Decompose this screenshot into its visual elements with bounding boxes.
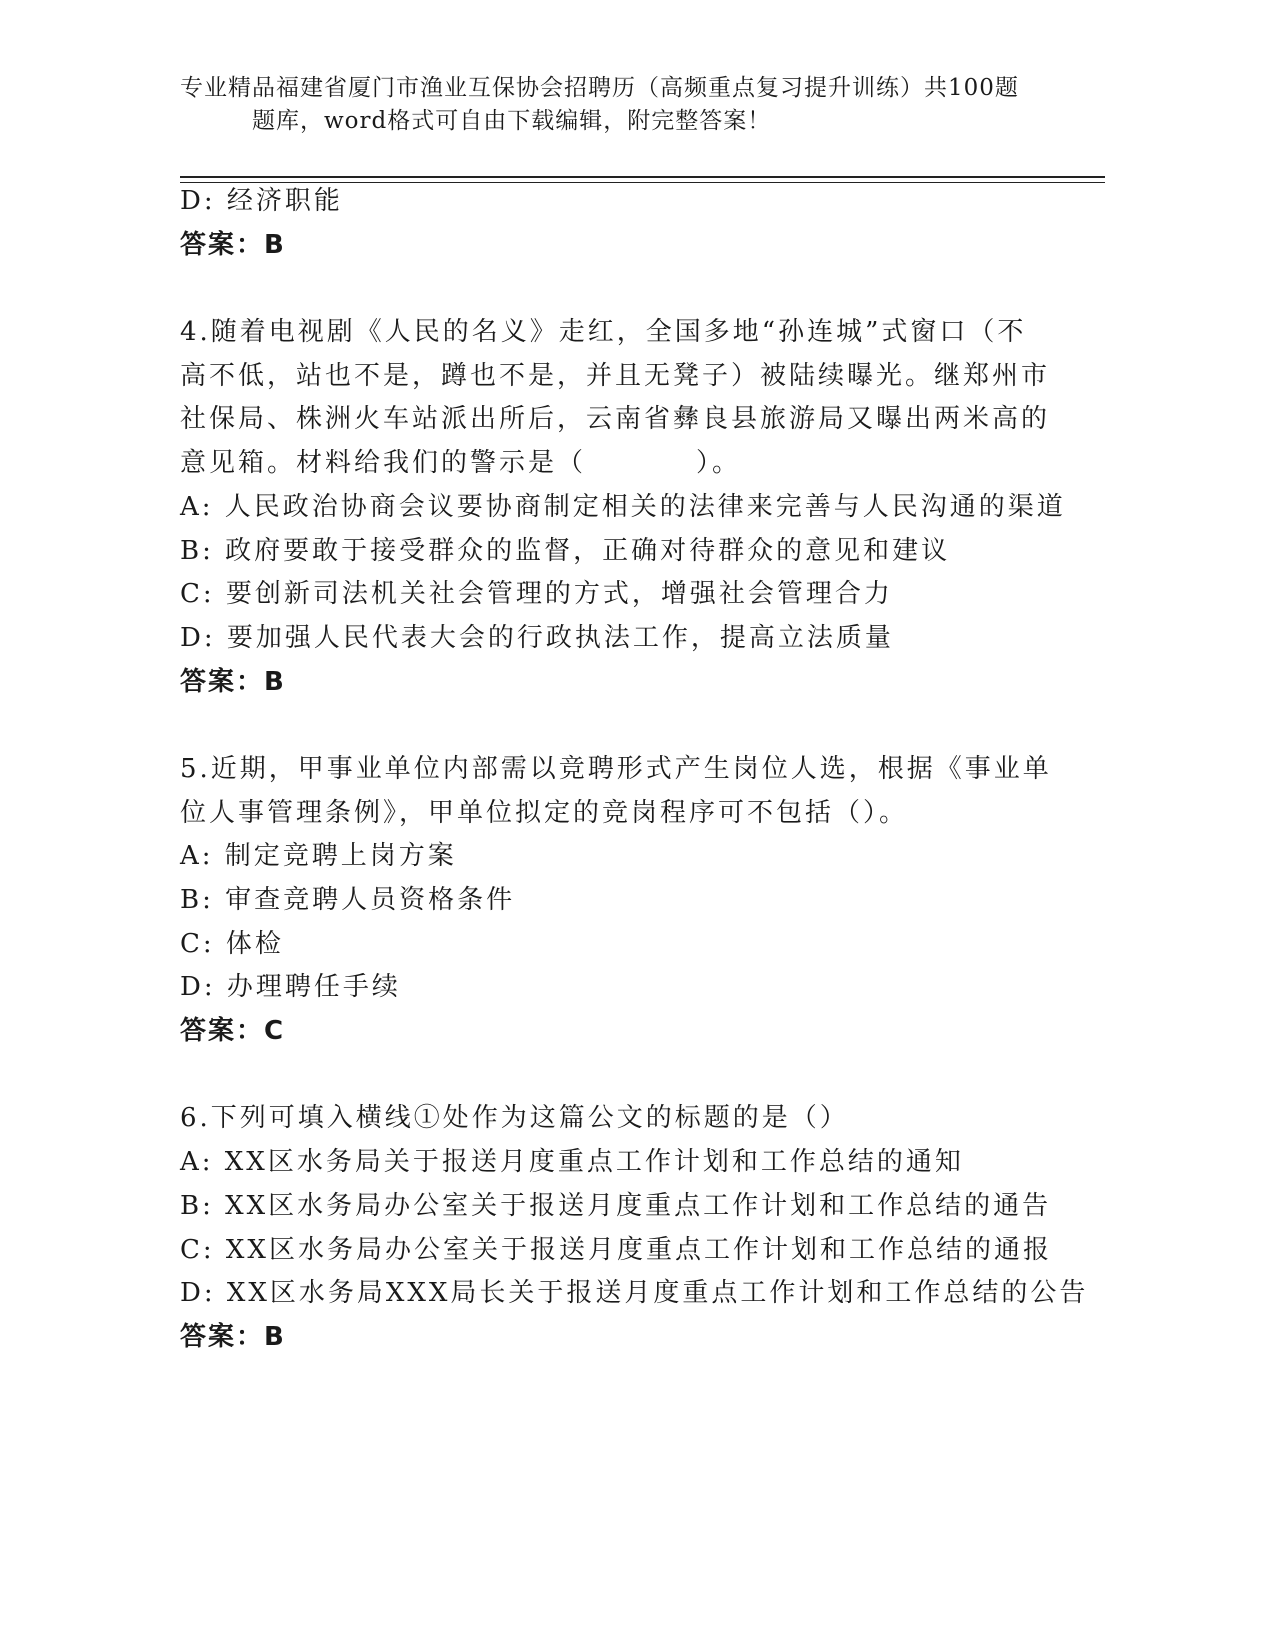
spacer xyxy=(180,267,1040,311)
option-c: C: 体检 xyxy=(180,928,284,959)
question-6 xyxy=(180,1097,1089,1359)
header-line-1: 专业精品福建省厦门市渔业互保协会招聘历（高频重点复习提升训练）共100题 xyxy=(180,75,1019,101)
question-stem-line xyxy=(180,442,1040,486)
option-d: D: 经济职能 xyxy=(180,186,343,216)
header-divider-thick xyxy=(180,176,1105,178)
option-a: A: XX区水务局关于报送月度重点工作计划和工作总结的通知 xyxy=(180,1147,964,1178)
document-body xyxy=(180,180,1089,1360)
option-d: D: 要加强人民代表大会的行政执法工作，提高立法质量 xyxy=(180,622,894,653)
document-header xyxy=(180,72,1060,138)
question-stem-line: 高不低，站也不是，蹲也不是，并且无凳子）被陆续曝光。继郑州市 xyxy=(180,360,1051,391)
option-a: A: 人民政治协商会议要协商制定相关的法律来完善与人民沟通的渠道 xyxy=(180,491,1066,522)
option-d: D: 办理聘任手续 xyxy=(180,972,401,1003)
question-5 xyxy=(180,748,1052,1054)
spacer xyxy=(180,704,1040,748)
question-stem-line: 社保局、株洲火车站派出所后，云南省彝良县旅游局又曝出两米高的 xyxy=(180,404,1051,435)
option-b: B: 政府要敢于接受群众的监督，正确对待群众的意见和建议 xyxy=(180,535,951,566)
answer-line: 答案：B xyxy=(180,229,286,260)
option-c: C: XX区水务局办公室关于报送月度重点工作计划和工作总结的通报 xyxy=(180,1234,1052,1265)
spacer xyxy=(180,1054,1040,1098)
question-stem-line: 4.随着电视剧《人民的名义》走红，全国多地“孙连城”式窗口（不 xyxy=(180,317,1027,348)
question-4 xyxy=(180,311,1066,704)
option-b: B: XX区水务局办公室关于报送月度重点工作计划和工作总结的通告 xyxy=(180,1190,1052,1221)
answer-line: 答案：B xyxy=(180,1321,286,1352)
question-stem-line: 5.近期，甲事业单位内部需以竞聘形式产生岗位人选，根据《事业单 xyxy=(180,753,1052,784)
question-stem-line: 位人事管理条例》，甲单位拟定的竞岗程序可不包括（）。 xyxy=(180,797,909,828)
option-a: A: 制定竞聘上岗方案 xyxy=(180,841,457,872)
header-line-2: 题库，word格式可自由下载编辑，附完整答案！ xyxy=(252,108,772,134)
question-stem-line: 6.下列可填入横线①处作为这篇公文的标题的是（） xyxy=(180,1103,849,1134)
option-d: D: XX区水务局XXX局长关于报送月度重点工作计划和工作总结的公告 xyxy=(180,1278,1089,1309)
answer-line: 答案：B xyxy=(180,666,286,697)
stem-text: 意见箱。材料给我们的警示是（ xyxy=(180,448,587,479)
option-c: C: 要创新司法机关社会管理的方式，增强社会管理合力 xyxy=(180,579,893,610)
stem-end: ）。 xyxy=(696,448,742,479)
answer-line: 答案：C xyxy=(180,1016,286,1047)
option-b: B: 审查竞聘人员资格条件 xyxy=(180,885,516,915)
